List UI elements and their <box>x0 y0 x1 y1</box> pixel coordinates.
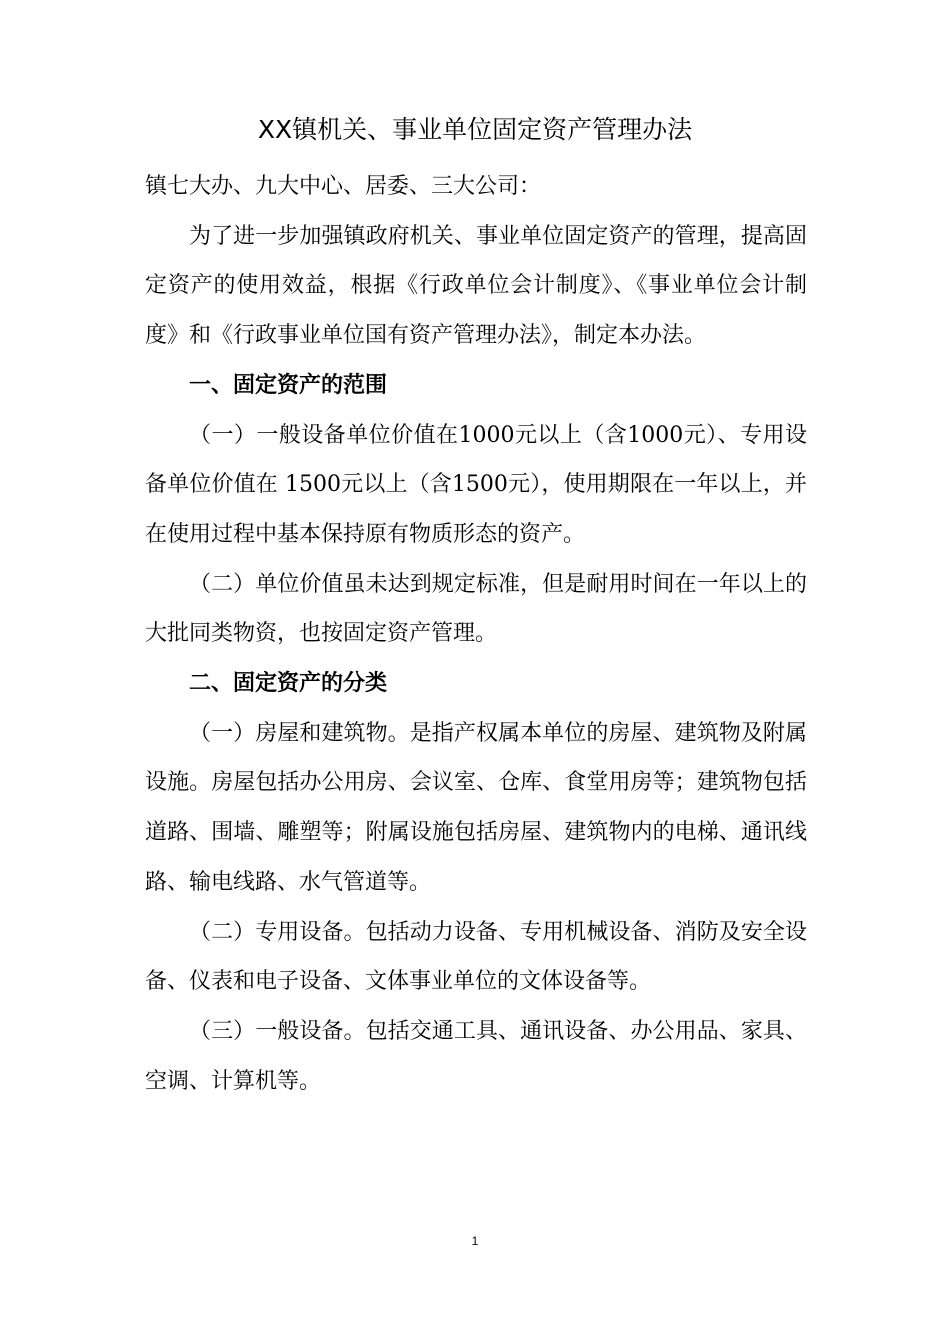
page-number: 1 <box>471 1234 479 1248</box>
scope-item-1: （一）一般设备单位价值在1000元以上（含1000元）、专用设备单位价值在 1500元以上（含1500元），使用期限在一年以上，并在使用过程中基本保持原有物质形态的资产。 <box>145 422 807 547</box>
document-title: XX镇机关、事业单位固定资产管理办法 <box>257 115 693 144</box>
classification-item-2: （二）专用设备。包括动力设备、专用机械设备、消防及安全设备、仪表和电子设备、文体事业单位的文体设备等。 <box>145 919 807 995</box>
intro-paragraph: 为了进一步加强镇政府机关、事业单位固定资产的管理，提高固定资产的使用效益，根据《行政单位会计制度》、《事业单位会计制度》和《行政事业单位国有资产管理办法》，制定本办法。 <box>145 223 807 349</box>
scope-item-2: （二）单位价值虽未达到规定标准，但是耐用时间在一年以上的大批同类物资，也按固定资产管理。 <box>145 571 807 647</box>
classification-item-1: （一）房屋和建筑物。是指产权属本单位的房屋、建筑物及附属设施。房屋包括办公用房、会议室、仓库、食堂用房等；建筑物包括道路、围墙、雕塑等；附属设施包括房屋、建筑物内的电梯、通讯线路、输电线路、水气管道等。 <box>145 720 807 895</box>
document-body <box>145 162 807 1106</box>
section-heading-scope: 一、固定资产的范围 <box>189 372 388 398</box>
salutation: 镇七大办、九大中心、居委、三大公司： <box>145 174 542 199</box>
classification-item-3: （三）一般设备。包括交通工具、通讯设备、办公用品、家具、空调、计算机等。 <box>145 1018 807 1094</box>
section-heading-classification: 二、固定资产的分类 <box>189 671 388 697</box>
